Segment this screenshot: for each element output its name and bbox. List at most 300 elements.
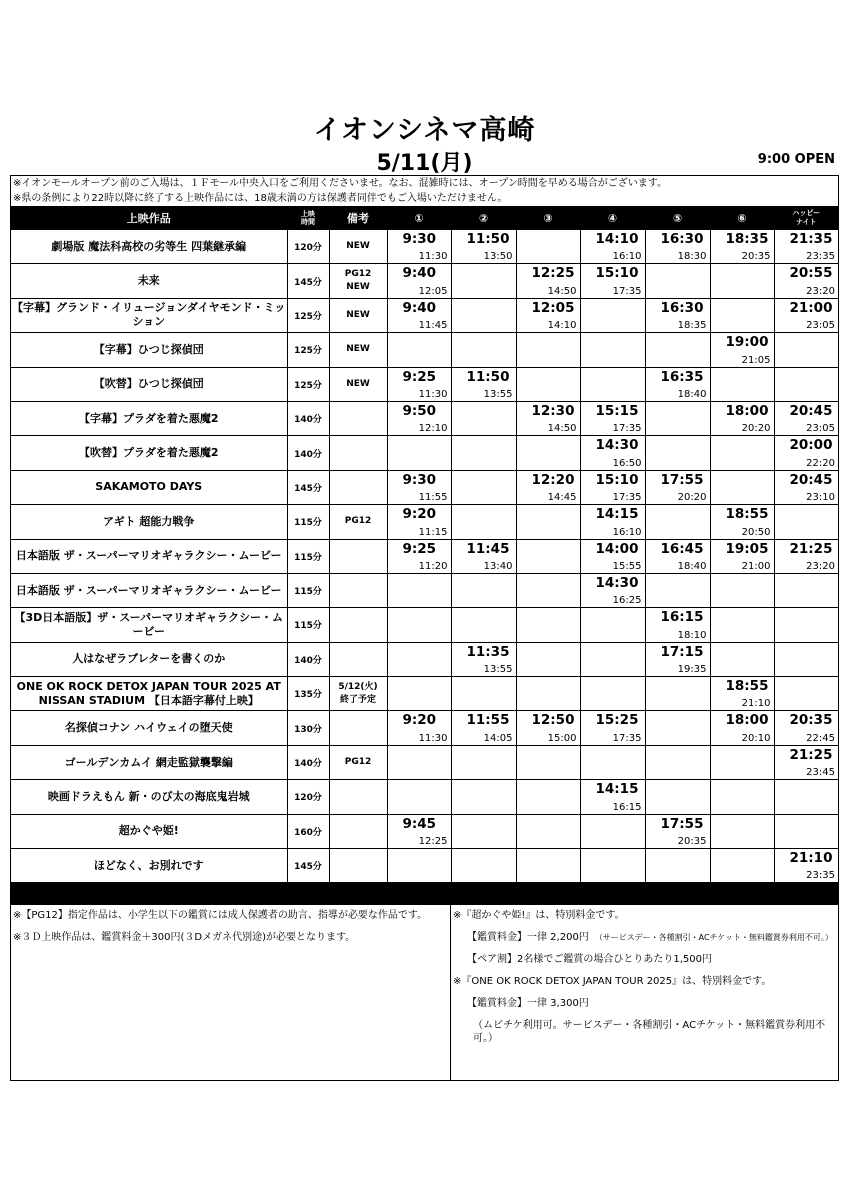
showtime-slot [580, 608, 645, 642]
header-slot-6: ⑥ [710, 207, 774, 230]
end-time: 17:35 [612, 285, 642, 297]
film-row [11, 436, 838, 470]
start-time: 16:30 [660, 299, 704, 316]
showtime-slot [516, 745, 580, 779]
film-rows [11, 230, 838, 883]
film-title: 【3D日本語版】ザ・スーパーマリオギャラクシー・ムービー [11, 608, 287, 642]
film-title: 人はなぜラブレターを書くのか [11, 642, 287, 676]
end-time: 11:30 [418, 732, 448, 744]
showtime-slot [645, 333, 710, 367]
film-note [329, 470, 387, 504]
schedule-date: 5/11(月) [376, 151, 473, 176]
showtime-slot [774, 401, 838, 435]
oor-price-note: （ムビチケ利用可。サービスデー・各種割引・ACチケット・無料鑑賞券利用不可。） [473, 1020, 826, 1045]
end-time: 11:30 [418, 388, 448, 400]
film-note [329, 780, 387, 814]
film-row [11, 745, 838, 779]
header-slot-4: ④ [580, 207, 645, 230]
table-header [11, 207, 838, 230]
notices [11, 176, 838, 207]
showtime-slot [580, 470, 645, 504]
showtime-slot [387, 436, 451, 470]
showtime-slot [710, 401, 774, 435]
showtime-slot [710, 539, 774, 573]
end-time: 20:35 [741, 251, 771, 263]
kaguya-price: 【鑑賞料金】一律 2,200円 （サービスデー・各種割引・ACチケット・無料鑑賞券利用不可。） [467, 932, 833, 944]
start-time: 12:20 [531, 471, 575, 488]
start-time: 9:45 [402, 815, 437, 832]
showtime-slot [387, 677, 451, 711]
showtime-slot [774, 333, 838, 367]
start-time: 16:45 [660, 540, 704, 557]
showtime-slot [451, 230, 516, 264]
end-time: 13:40 [483, 560, 513, 572]
end-time: 17:35 [612, 732, 642, 744]
film-note [329, 642, 387, 676]
header-happy-night: ハッピー ナイト [774, 207, 838, 230]
showtime-slot [710, 573, 774, 607]
showtime-slot [774, 814, 838, 848]
showtime-slot [387, 849, 451, 883]
film-note: NEW [329, 367, 387, 401]
end-time: 12:25 [418, 836, 448, 848]
end-time: 23:35 [806, 870, 835, 882]
header-note: 備考 [329, 207, 387, 230]
showtime-slot [710, 677, 774, 711]
showtime-slot [451, 436, 516, 470]
showtime-slot [387, 401, 451, 435]
showtime-slot [645, 470, 710, 504]
showtime-slot [580, 677, 645, 711]
end-time: 15:55 [612, 560, 642, 572]
start-time: 14:15 [595, 506, 639, 523]
end-time: 20:20 [741, 423, 771, 435]
film-row [11, 642, 838, 676]
end-time: 18:30 [677, 251, 707, 263]
film-duration: 145分 [287, 264, 329, 298]
start-time: 20:00 [789, 437, 833, 454]
start-time: 17:55 [660, 471, 704, 488]
start-time: 19:00 [725, 334, 769, 351]
start-time: 21:00 [789, 299, 833, 316]
showtime-slot [451, 814, 516, 848]
showtime-slot [451, 505, 516, 539]
showtime-slot [516, 608, 580, 642]
film-row [11, 264, 838, 298]
showtime-slot [580, 333, 645, 367]
showtime-slot [710, 814, 774, 848]
end-time: 11:15 [418, 526, 448, 538]
showtime-slot [774, 264, 838, 298]
footer-left [11, 905, 451, 1080]
showtime-slot [645, 573, 710, 607]
start-time: 18:55 [725, 678, 769, 695]
start-time: 18:35 [725, 231, 769, 247]
end-time: 20:50 [741, 526, 771, 538]
showtime-slot [387, 367, 451, 401]
showtime-slot [516, 814, 580, 848]
showtime-slot [774, 298, 838, 332]
showtime-slot [580, 436, 645, 470]
film-duration: 140分 [287, 401, 329, 435]
showtime-slot [645, 367, 710, 401]
film-duration: 160分 [287, 814, 329, 848]
end-time: 12:05 [418, 285, 448, 297]
showtime-slot [710, 745, 774, 779]
showtime-slot [710, 849, 774, 883]
showtime-slot [645, 849, 710, 883]
start-time: 16:35 [660, 368, 704, 385]
showtime-slot [451, 677, 516, 711]
showtime-slot [387, 745, 451, 779]
film-note [329, 711, 387, 745]
showtime-slot [645, 814, 710, 848]
showtime-slot [516, 470, 580, 504]
film-row [11, 401, 838, 435]
showtime-slot [451, 333, 516, 367]
film-duration: 125分 [287, 367, 329, 401]
film-row [11, 230, 838, 264]
showtime-slot [387, 230, 451, 264]
film-duration: 125分 [287, 333, 329, 367]
end-time: 16:25 [612, 595, 642, 607]
start-time: 20:45 [789, 402, 833, 419]
film-note [329, 436, 387, 470]
film-title: アギト 超能力戦争 [11, 505, 287, 539]
film-title: 日本語版 ザ・スーパーマリオギャラクシー・ムービー [11, 539, 287, 573]
end-time: 11:45 [418, 320, 448, 332]
showtime-slot [451, 711, 516, 745]
end-time: 11:30 [418, 251, 448, 263]
showtime-slot [516, 298, 580, 332]
showtime-slot [451, 264, 516, 298]
showtime-slot [710, 264, 774, 298]
showtime-slot [710, 367, 774, 401]
film-title: 映画ドラえもん 新・のび太の海底鬼岩城 [11, 780, 287, 814]
start-time: 11:50 [466, 368, 510, 385]
film-note [329, 573, 387, 607]
showtime-slot [516, 849, 580, 883]
showtime-slot [710, 505, 774, 539]
showtime-slot [774, 470, 838, 504]
film-title: 【字幕】グランド・イリュージョンダイヤモンド・ミッション [11, 298, 287, 332]
end-time: 13:50 [483, 251, 513, 263]
film-row [11, 608, 838, 642]
showtime-slot [516, 436, 580, 470]
showtime-slot [451, 470, 516, 504]
showtime-slot [645, 608, 710, 642]
start-time: 12:25 [531, 265, 575, 282]
end-time: 23:45 [806, 767, 835, 779]
end-time: 19:35 [677, 664, 707, 676]
film-note: NEW [329, 298, 387, 332]
film-duration: 125分 [287, 298, 329, 332]
end-time: 21:00 [741, 560, 771, 572]
start-time: 11:50 [466, 231, 510, 247]
showtime-slot [645, 539, 710, 573]
showtime-slot [516, 264, 580, 298]
header-duration: 上映 時間 [287, 207, 329, 230]
showtime-slot [774, 608, 838, 642]
showtime-slot [774, 230, 838, 264]
film-title: 【字幕】ひつじ探偵団 [11, 333, 287, 367]
showtime-slot [710, 608, 774, 642]
start-time: 18:00 [725, 712, 769, 729]
film-title: ほどなく、お別れです [11, 849, 287, 883]
film-duration: 140分 [287, 436, 329, 470]
end-time: 22:20 [806, 457, 835, 469]
showtime-slot [580, 711, 645, 745]
header-title: 上映作品 [11, 207, 287, 230]
schedule-frame [10, 175, 839, 1081]
showtime-slot [516, 230, 580, 264]
end-time: 14:10 [547, 320, 577, 332]
end-time: 17:35 [612, 492, 642, 504]
film-note: NEW [329, 333, 387, 367]
end-time: 17:35 [612, 423, 642, 435]
film-duration: 115分 [287, 505, 329, 539]
start-time: 11:35 [466, 643, 510, 660]
start-time: 15:25 [595, 712, 639, 729]
film-duration: 145分 [287, 849, 329, 883]
showtime-slot [645, 264, 710, 298]
header-slot-3: ③ [516, 207, 580, 230]
showtime-slot [645, 298, 710, 332]
showtime-slot [710, 298, 774, 332]
end-time: 23:05 [806, 423, 835, 435]
start-time: 12:50 [531, 712, 575, 729]
film-duration: 130分 [287, 711, 329, 745]
schedule-table [11, 207, 838, 883]
end-time: 16:15 [612, 801, 642, 813]
start-time: 14:00 [595, 540, 639, 557]
showtime-slot [645, 436, 710, 470]
end-time: 18:40 [677, 388, 707, 400]
showtime-slot [645, 711, 710, 745]
showtime-slot [387, 711, 451, 745]
3d-note: ※３Ｄ上映作品は、鑑賞料金＋300円(３Dメガネ代別途)が必要となります。 [13, 932, 356, 944]
end-time: 11:55 [418, 492, 448, 504]
showtime-slot [516, 401, 580, 435]
showtime-slot [451, 608, 516, 642]
end-time: 21:10 [741, 698, 771, 710]
film-row [11, 711, 838, 745]
showtime-slot [774, 436, 838, 470]
end-time: 23:05 [806, 320, 835, 332]
start-time: 16:30 [660, 231, 704, 247]
end-time: 20:35 [677, 836, 707, 848]
oor-note: ※『ONE OK ROCK DETOX JAPAN TOUR 2025』は、特別料金です。 [453, 976, 772, 988]
film-duration: 120分 [287, 230, 329, 264]
start-time: 21:10 [789, 850, 833, 867]
footer-right [451, 905, 838, 1080]
showtime-slot [580, 849, 645, 883]
film-row [11, 298, 838, 332]
end-time: 18:35 [677, 320, 707, 332]
showtime-slot [516, 780, 580, 814]
start-time: 21:25 [789, 746, 833, 763]
footer-notes [11, 904, 838, 1080]
showtime-slot [451, 849, 516, 883]
end-time: 18:10 [677, 629, 707, 641]
film-note: 5/12(火) 終了予定 [329, 677, 387, 711]
start-time: 21:35 [789, 231, 833, 247]
end-time: 20:10 [741, 732, 771, 744]
showtime-slot [451, 573, 516, 607]
film-note [329, 401, 387, 435]
end-time: 21:05 [741, 354, 771, 366]
film-title: SAKAMOTO DAYS [11, 470, 287, 504]
showtime-slot [451, 298, 516, 332]
showtime-slot [580, 642, 645, 676]
film-title: 【吹替】ひつじ探偵団 [11, 367, 287, 401]
showtime-slot [580, 814, 645, 848]
start-time: 11:55 [466, 712, 510, 729]
film-duration: 145分 [287, 470, 329, 504]
film-duration: 140分 [287, 745, 329, 779]
end-time: 14:45 [547, 492, 577, 504]
showtime-slot [580, 505, 645, 539]
end-time: 12:10 [418, 423, 448, 435]
film-duration: 115分 [287, 573, 329, 607]
film-duration: 120分 [287, 780, 329, 814]
film-note [329, 608, 387, 642]
showtime-slot [580, 780, 645, 814]
film-row [11, 677, 838, 711]
film-note: PG12 [329, 505, 387, 539]
film-row [11, 539, 838, 573]
start-time: 17:55 [660, 815, 704, 832]
showtime-slot [580, 230, 645, 264]
start-time: 9:20 [402, 712, 437, 729]
film-row [11, 780, 838, 814]
film-note: NEW [329, 230, 387, 264]
showtime-slot [645, 642, 710, 676]
start-time: 9:25 [402, 540, 437, 557]
film-note: PG12 [329, 745, 387, 779]
start-time: 15:15 [595, 402, 639, 419]
film-duration: 115分 [287, 608, 329, 642]
end-time: 15:00 [547, 732, 577, 744]
showtime-slot [451, 367, 516, 401]
showtime-slot [451, 539, 516, 573]
end-time: 16:10 [612, 251, 642, 263]
showtime-slot [645, 677, 710, 711]
showtime-slot [451, 642, 516, 676]
film-duration: 115分 [287, 539, 329, 573]
start-time: 18:55 [725, 506, 769, 523]
film-title: 日本語版 ザ・スーパーマリオギャラクシー・ムービー [11, 573, 287, 607]
showtime-slot [710, 436, 774, 470]
open-time: 9:00 OPEN [757, 152, 835, 167]
start-time: 15:10 [595, 471, 639, 488]
notice-line: ※イオンモールオープン前のご入場は、１Ｆモール中央入口をご利用くださいませ。なお、混雑時には、オープン時間を早める場合がございます。 [13, 178, 667, 189]
showtime-slot [580, 367, 645, 401]
showtime-slot [387, 333, 451, 367]
start-time: 9:50 [402, 402, 437, 419]
start-time: 15:10 [595, 265, 639, 282]
film-row [11, 505, 838, 539]
showtime-slot [645, 401, 710, 435]
start-time: 20:45 [789, 471, 833, 488]
showtime-slot [710, 333, 774, 367]
start-time: 16:15 [660, 609, 704, 626]
film-title: ゴールデンカムイ 網走監獄襲撃編 [11, 745, 287, 779]
start-time: 14:10 [595, 231, 639, 247]
header-slot-1: ① [387, 207, 451, 230]
showtime-slot [451, 401, 516, 435]
film-title: 劇場版 魔法科高校の劣等生 四葉継承編 [11, 230, 287, 264]
film-title: 超かぐや姫! [11, 814, 287, 848]
showtime-slot [516, 367, 580, 401]
film-row [11, 333, 838, 367]
end-time: 13:55 [483, 664, 513, 676]
start-time: 9:40 [402, 265, 437, 282]
showtime-slot [387, 642, 451, 676]
film-row [11, 573, 838, 607]
end-time: 14:05 [483, 732, 513, 744]
showtime-slot [774, 677, 838, 711]
showtime-slot [387, 608, 451, 642]
start-time: 9:30 [402, 471, 437, 488]
showtime-slot [580, 539, 645, 573]
oor-price: 【鑑賞料金】一律 3,300円 [467, 998, 589, 1010]
showtime-slot [645, 230, 710, 264]
start-time: 9:20 [402, 506, 437, 523]
end-time: 23:20 [806, 285, 835, 297]
showtime-slot [710, 780, 774, 814]
end-time: 11:20 [418, 560, 448, 572]
film-title: 名探偵コナン ハイウェイの堕天使 [11, 711, 287, 745]
showtime-slot [645, 780, 710, 814]
start-time: 14:30 [595, 574, 639, 591]
end-time: 18:40 [677, 560, 707, 572]
showtime-slot [774, 711, 838, 745]
start-time: 18:00 [725, 402, 769, 419]
showtime-slot [516, 539, 580, 573]
end-time: 23:35 [806, 251, 835, 263]
start-time: 19:05 [725, 540, 769, 557]
showtime-slot [451, 780, 516, 814]
header-slot-2: ② [451, 207, 516, 230]
start-time: 9:30 [402, 231, 437, 247]
start-time: 9:40 [402, 299, 437, 316]
showtime-slot [387, 470, 451, 504]
showtime-slot [387, 573, 451, 607]
film-title: 【字幕】プラダを着た悪魔2 [11, 401, 287, 435]
showtime-slot [710, 470, 774, 504]
film-title: 未来 [11, 264, 287, 298]
showtime-slot [580, 573, 645, 607]
end-time: 14:50 [547, 285, 577, 297]
start-time: 17:15 [660, 643, 704, 660]
showtime-slot [710, 711, 774, 745]
showtime-slot [774, 642, 838, 676]
showtime-slot [774, 367, 838, 401]
film-row [11, 367, 838, 401]
film-row [11, 470, 838, 504]
start-time: 14:30 [595, 437, 639, 454]
start-time: 9:25 [402, 368, 437, 385]
showtime-slot [774, 849, 838, 883]
header-slot-5: ⑤ [645, 207, 710, 230]
showtime-slot [580, 298, 645, 332]
showtime-slot [774, 505, 838, 539]
showtime-slot [387, 814, 451, 848]
showtime-slot [774, 745, 838, 779]
start-time: 20:55 [789, 265, 833, 282]
showtime-slot [387, 505, 451, 539]
